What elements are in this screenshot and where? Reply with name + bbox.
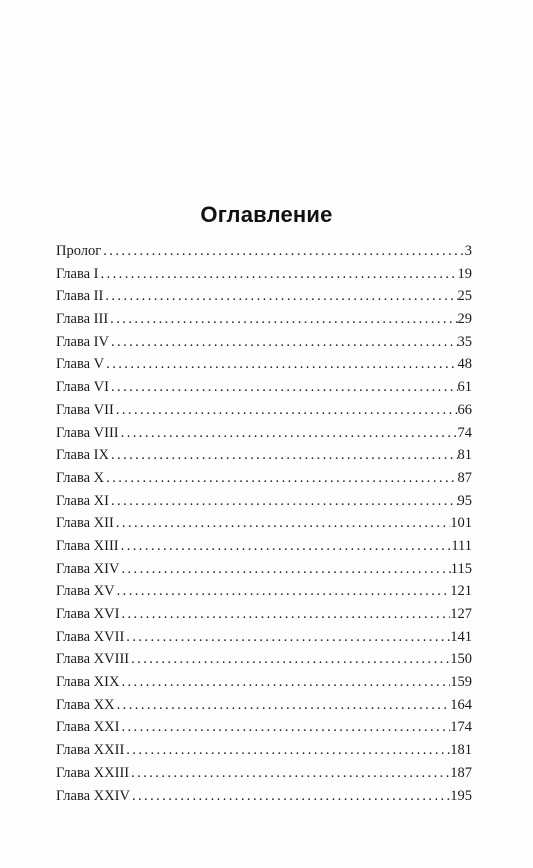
toc-entry [56, 648, 472, 671]
toc-entry [56, 331, 472, 354]
toc-entry [56, 671, 472, 694]
toc-entry [56, 762, 472, 785]
toc-entry-page: 66 [457, 401, 472, 418]
toc-entry-page: 141 [450, 628, 472, 645]
toc-entry-label: Глава VI [56, 379, 109, 396]
table-of-contents [56, 240, 472, 807]
toc-entry [56, 694, 472, 717]
toc-entry-page: 127 [450, 606, 472, 622]
toc-entry-page: 181 [450, 742, 472, 759]
toc-entry-page: 95 [457, 492, 472, 509]
dot-leader [103, 285, 457, 308]
toc-entry [56, 422, 472, 445]
dot-leader [124, 739, 450, 762]
dot-leader [109, 490, 458, 513]
toc-entry [56, 467, 472, 490]
toc-entry [56, 285, 472, 308]
toc-entry-page: 115 [450, 560, 472, 577]
toc-entry-page: 74 [457, 424, 472, 441]
toc-entry-label: Глава XXII [56, 742, 125, 759]
toc-entry-label: Глава III [56, 311, 109, 328]
dot-leader [119, 535, 452, 558]
toc-entry-page: 164 [450, 696, 472, 713]
dot-leader [124, 626, 450, 649]
toc-entry-label: Глава XI [56, 492, 109, 509]
toc-entry-label: Глава XII [56, 515, 114, 532]
dot-leader [109, 331, 458, 354]
dot-leader [119, 716, 450, 739]
dot-leader [130, 785, 450, 808]
toc-entry-page: 187 [450, 764, 472, 781]
toc-entry-label: Глава XVII [56, 628, 125, 645]
toc-entry-label: Пролог [56, 243, 102, 259]
toc-entry [56, 558, 472, 581]
toc-entry-label: Глава V [56, 356, 105, 373]
dot-leader [119, 671, 450, 694]
toc-entry [56, 490, 472, 513]
toc-entry [56, 263, 472, 286]
toc-entry-page: 35 [457, 333, 472, 350]
toc-entry-page: 159 [450, 674, 472, 691]
toc-entry-page: 101 [450, 515, 472, 532]
toc-entry [56, 580, 472, 603]
toc-entry-label: Глава IX [56, 447, 109, 464]
dot-leader [114, 399, 458, 422]
toc-entry-label: Глава VII [56, 401, 114, 418]
toc-entry [56, 535, 472, 558]
toc-entry-page: 48 [457, 356, 472, 373]
toc-entry [56, 512, 472, 535]
toc-entry-label: Глава XXIII [56, 764, 130, 781]
toc-entry-label: Глава XXIV [56, 787, 130, 804]
dot-leader [108, 308, 457, 331]
toc-entry-page: 195 [450, 787, 472, 804]
dot-leader [115, 694, 451, 717]
dot-leader [129, 648, 450, 671]
dot-leader [109, 444, 458, 467]
toc-entry [56, 626, 472, 649]
toc-entry-label: Глава XVIII [56, 651, 130, 668]
toc-entry-label: Глава VIII [56, 424, 119, 441]
toc-entry-label: Глава I [56, 265, 99, 282]
dot-leader [104, 353, 457, 376]
dot-leader [114, 512, 450, 535]
toc-entry-page: 25 [457, 288, 472, 305]
dot-leader [119, 422, 458, 445]
dot-leader [101, 240, 465, 263]
toc-entry [56, 716, 472, 739]
toc-entry-label: Глава XXI [56, 719, 120, 736]
toc-entry-label: Глава XIX [56, 674, 120, 691]
toc-entry-label: Глава X [56, 469, 105, 486]
toc-entry-page: 29 [457, 311, 472, 328]
toc-entry [56, 308, 472, 331]
toc-entry-label: Глава XVI [56, 606, 120, 622]
dot-leader [99, 263, 458, 286]
toc-entry-page: 111 [451, 537, 472, 554]
dot-leader [115, 580, 451, 603]
toc-entry-label: Глава XX [56, 696, 115, 713]
toc-entry [56, 444, 472, 467]
dot-leader [119, 603, 450, 626]
toc-entry-page: 174 [450, 719, 472, 736]
toc-entry-label: Глава XV [56, 583, 115, 600]
toc-entry-page: 150 [450, 651, 472, 668]
toc-entry-label: Глава IV [56, 333, 109, 350]
toc-entry-page: 121 [450, 583, 472, 600]
toc-entry-label: Глава XIII [56, 537, 119, 554]
toc-entry [56, 603, 472, 626]
page-title: Оглавление [200, 202, 333, 227]
toc-entry-page: 61 [457, 379, 472, 396]
toc-entry [56, 353, 472, 376]
toc-entry-page: 81 [457, 447, 472, 464]
toc-entry [56, 240, 472, 263]
toc-entry-label: Глава II [56, 288, 104, 305]
toc-entry [56, 785, 472, 808]
toc-entry-label: Глава XIV [56, 560, 120, 577]
dot-leader [109, 376, 458, 399]
toc-entry-page: 87 [457, 469, 472, 486]
toc-entry [56, 739, 472, 762]
toc-entry-page: 19 [457, 265, 472, 282]
toc-entry-page: 3 [464, 243, 472, 259]
toc-entry [56, 376, 472, 399]
dot-leader [104, 467, 457, 490]
dot-leader [129, 762, 450, 785]
toc-entry [56, 399, 472, 422]
dot-leader [119, 558, 450, 581]
